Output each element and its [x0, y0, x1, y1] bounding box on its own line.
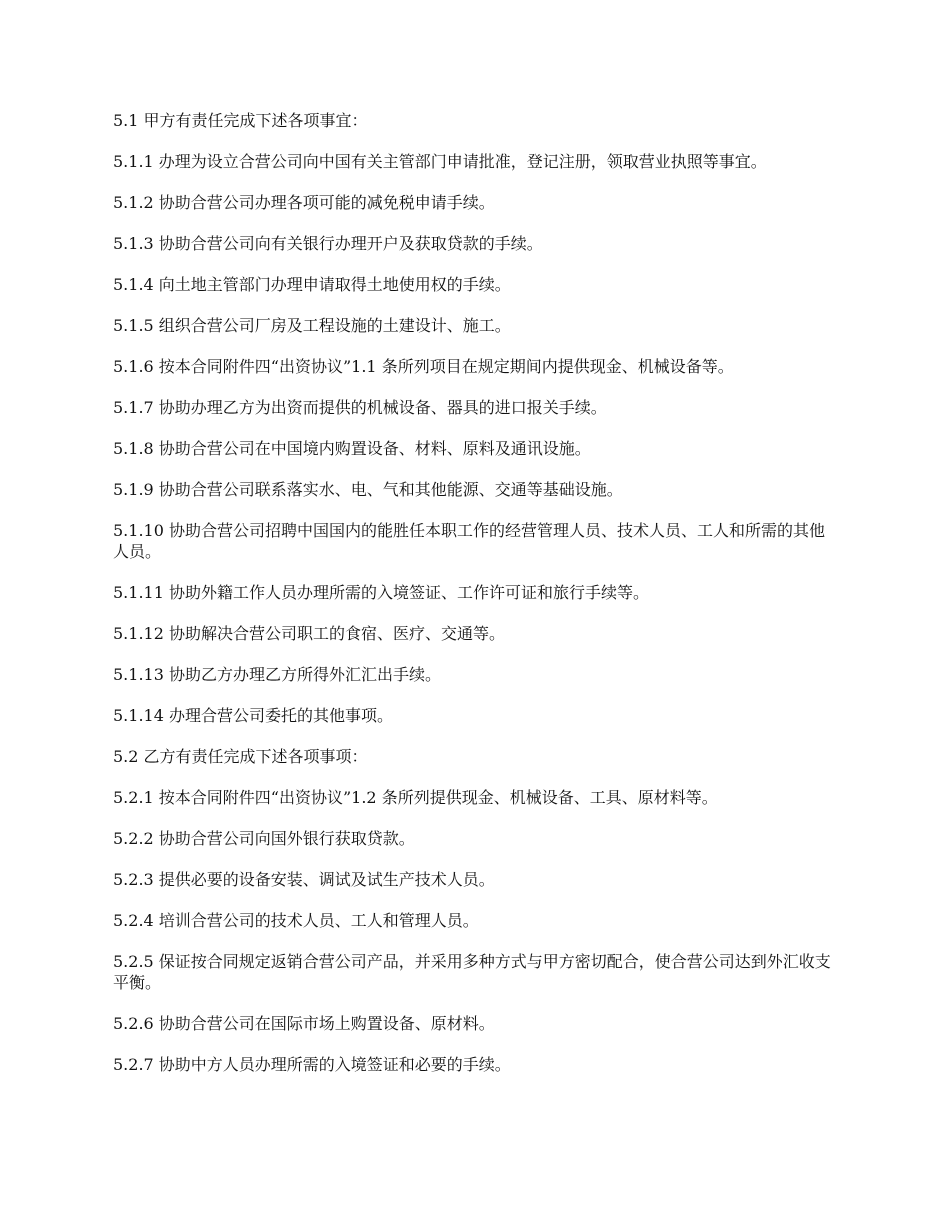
clause-5-1-11: 5.1.11 协助外籍工作人员办理所需的入境签证、工作许可证和旅行手续等。 [113, 583, 649, 602]
clause-5-1-5: 5.1.5 组织合营公司厂房及工程设施的土建设计、施工。 [113, 316, 511, 335]
clause-5-2-3: 5.2.3 提供必要的设备安装、调试及试生产技术人员。 [113, 870, 495, 889]
clause-5-1-3: 5.1.3 协助合营公司向有关银行办理开户及获取贷款的手续。 [113, 234, 543, 253]
clause-5-1: 5.1 甲方有责任完成下述各项事宜： [113, 111, 368, 130]
document-page [113, 110, 838, 1095]
clause-5-1-13: 5.1.13 协助乙方办理乙方所得外汇汇出手续。 [113, 665, 441, 684]
clause-5-1-6: 5.1.6 按本合同附件四“出资协议”1.1 条所列项目在规定期间内提供现金、机械设备等。 [113, 357, 734, 376]
clause-5-1-9: 5.1.9 协助合营公司联系落实水、电、气和其他能源、交通等基础设施。 [113, 480, 623, 499]
clause-5-2-1: 5.2.1 按本合同附件四“出资协议”1.2 条所列提供现金、机械设备、工具、原材料等。 [113, 788, 718, 807]
clause-5-1-2: 5.1.2 协助合营公司办理各项可能的减免税申请手续。 [113, 193, 495, 212]
clause-5-1-14: 5.1.14 办理合营公司委托的其他事项。 [113, 706, 393, 725]
clause-5-1-8: 5.1.8 协助合营公司在中国境内购置设备、材料、原料及通讯设施。 [113, 439, 591, 458]
clause-5-2-2: 5.2.2 协助合营公司向国外银行获取贷款。 [113, 829, 415, 848]
clause-5-1-10: 5.1.10 协助合营公司招聘中国国内的能胜任本职工作的经营管理人员、技术人员、工人和所需的其他人员。 [113, 521, 825, 561]
clause-5-1-12: 5.1.12 协助解决合营公司职工的食宿、医疗、交通等。 [113, 624, 505, 643]
clause-5-2-7: 5.2.7 协助中方人员办理所需的入境签证和必要的手续。 [113, 1055, 511, 1074]
clause-5-2: 5.2 乙方有责任完成下述各项事项： [113, 747, 368, 766]
clause-5-1-7: 5.1.7 协助办理乙方为出资而提供的机械设备、器具的进口报关手续。 [113, 398, 607, 417]
clause-5-1-1: 5.1.1 办理为设立合营公司向中国有关主管部门申请批准，登记注册，领取营业执照等事宜。 [113, 152, 767, 171]
clause-5-2-5: 5.2.5 保证按合同规定返销合营公司产品，并采用多种方式与甲方密切配合，使合营公司达到外汇收支平衡。 [113, 952, 831, 992]
clause-5-1-4: 5.1.4 向土地主管部门办理申请取得土地使用权的手续。 [113, 275, 511, 294]
clause-5-2-6: 5.2.6 协助合营公司在国际市场上购置设备、原材料。 [113, 1014, 495, 1033]
clause-5-2-4: 5.2.4 培训合营公司的技术人员、工人和管理人员。 [113, 911, 479, 930]
